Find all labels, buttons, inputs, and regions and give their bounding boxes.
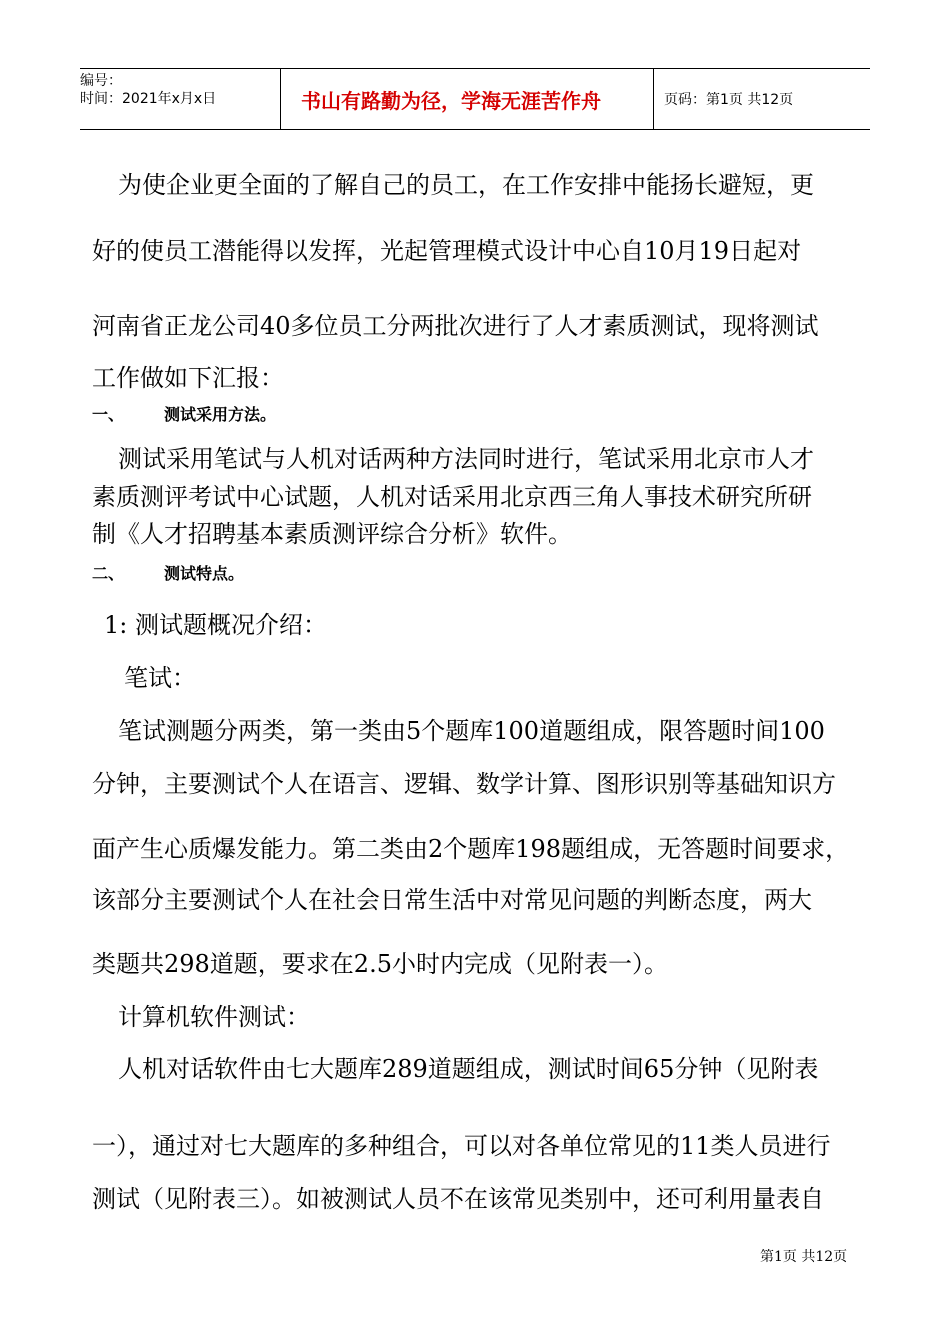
section-number: 一、 bbox=[92, 405, 125, 424]
body-line: 一），通过对七大题库的多种组合，可以对各单位常见的11类人员进行 bbox=[92, 1132, 831, 1160]
subheading: 1: 测试题概况介绍： bbox=[104, 611, 327, 639]
body-line: 测试采用笔试与人机对话两种方法同时进行，笔试采用北京市人才 bbox=[118, 445, 814, 473]
body-line: 面产生心质爆发能力。第二类由2个题库198题组成，无答题时间要求， bbox=[92, 835, 850, 863]
section-title: 测试特点。 bbox=[164, 564, 245, 583]
section-number: 二、 bbox=[92, 564, 125, 583]
header-motto: 书山有路勤为径，学海无涯苦作舟 bbox=[281, 69, 654, 129]
page-header bbox=[80, 68, 870, 130]
number-label: 编号： bbox=[80, 73, 122, 89]
body-line: 制《人才招聘基本素质测评综合分析》软件。 bbox=[92, 520, 572, 548]
body-line: 工作做如下汇报： bbox=[92, 364, 284, 392]
body-line: 类题共298道题，要求在2.5小时内完成（见附表一）。 bbox=[92, 950, 668, 978]
body-line: 该部分主要测试个人在社会日常生活中对常见问题的判断态度，两大 bbox=[92, 886, 812, 914]
section-title: 测试采用方法。 bbox=[164, 405, 277, 424]
body-line: 河南省正龙公司40多位员工分两批次进行了人才素质测试，现将测试 bbox=[92, 312, 819, 340]
body-line: 好的使员工潜能得以发挥，光起管理模式设计中心自10月19日起对 bbox=[92, 237, 802, 265]
body-line: 测试（见附表三）。如被测试人员不在该常见类别中，还可利用量表自 bbox=[92, 1185, 824, 1213]
page-footer: 第1页 共12页 bbox=[760, 1249, 848, 1265]
body-line: 素质测评考试中心试题，人机对话采用北京西三角人事技术研究所研 bbox=[92, 483, 812, 511]
time-label: 时间：2021年x月x日 bbox=[80, 91, 217, 107]
header-meta bbox=[80, 69, 281, 129]
body-line: 为使企业更全面的了解自己的员工，在工作安排中能扬长避短，更 bbox=[118, 171, 814, 199]
subheading: 笔试： bbox=[124, 664, 196, 692]
body-line: 人机对话软件由七大题库289道题组成，测试时间65分钟（见附表 bbox=[118, 1055, 819, 1083]
body-line: 笔试测题分两类，第一类由5个题库100道题组成，限答题时间100 bbox=[118, 717, 825, 745]
section-heading-2 bbox=[92, 561, 244, 584]
header-page-info: 页码：第1页 共12页 bbox=[664, 92, 794, 108]
subheading: 计算机软件测试： bbox=[118, 1003, 310, 1031]
section-heading-1 bbox=[92, 402, 276, 425]
body-line: 分钟，主要测试个人在语言、逻辑、数学计算、图形识别等基础知识方 bbox=[92, 770, 836, 798]
